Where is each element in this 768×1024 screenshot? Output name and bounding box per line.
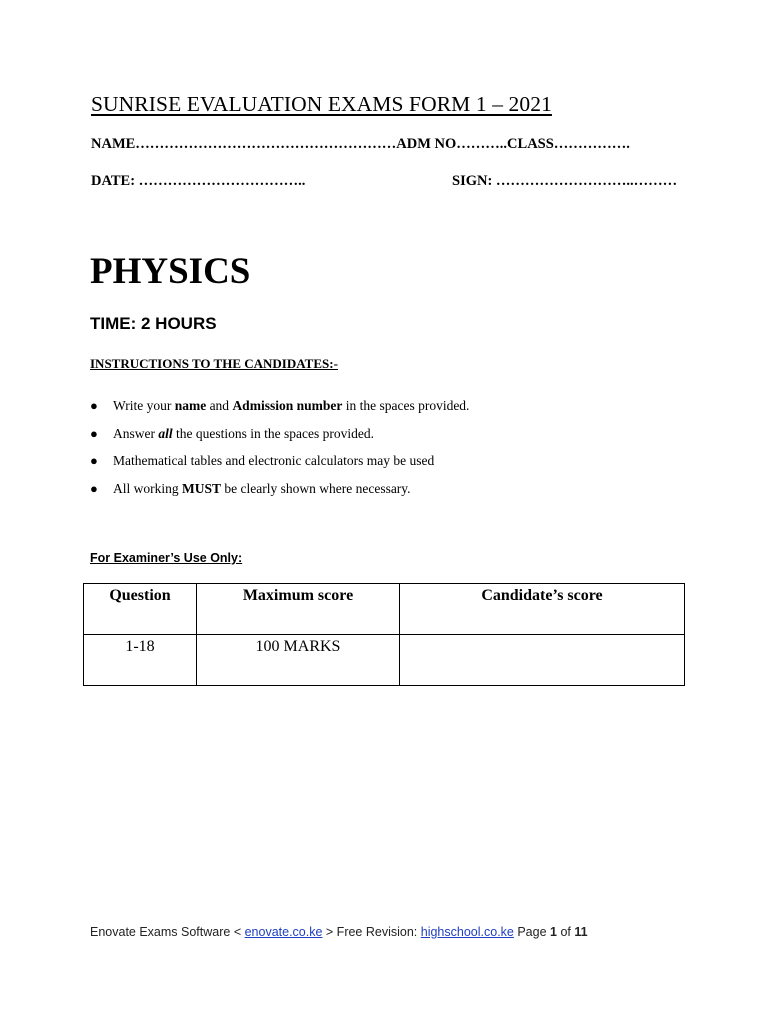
exam-title: SUNRISE EVALUATION EXAMS FORM 1 – 2021 <box>91 92 552 116</box>
instruction-item: ● Mathematical tables and electronic calculators may be used <box>90 453 435 469</box>
page-footer: Enovate Exams Software < enovate.co.ke > Free Revision: highschool.co.ke Page 1 of 11 <box>90 925 588 939</box>
instructions-list <box>90 396 469 506</box>
enovate-link[interactable]: enovate.co.ke <box>244 925 323 939</box>
instruction-item: ● All working MUST be clearly shown where necessary. <box>90 480 411 496</box>
instructions-heading: INSTRUCTIONS TO THE CANDIDATES:- <box>90 356 338 371</box>
bullet-icon: ● <box>90 480 98 496</box>
examiner-heading: For Examiner’s Use Only: <box>90 551 243 565</box>
table-header-row <box>84 584 685 635</box>
table-row <box>84 635 685 686</box>
column-max-score: Maximum score <box>197 584 400 635</box>
bullet-icon: ● <box>90 453 98 469</box>
subject-title: PHYSICS <box>90 251 251 292</box>
sign-line: SIGN: ………………………..……… <box>452 173 678 189</box>
page-total: 11 <box>574 925 588 939</box>
column-candidate-score: Candidate’s score <box>400 584 685 635</box>
page-current: 1 <box>550 925 557 939</box>
column-question: Question <box>84 584 197 635</box>
cell-max-score: 100 MARKS <box>197 635 400 686</box>
highschool-link[interactable]: highschool.co.ke <box>420 925 514 939</box>
instruction-item: ● Answer all the questions in the spaces provided. <box>90 425 374 441</box>
score-table <box>83 583 685 686</box>
bullet-icon: ● <box>90 425 98 441</box>
date-line: DATE: …………………………….. <box>91 173 306 189</box>
cell-question: 1-18 <box>84 635 197 686</box>
bullet-icon: ● <box>90 398 98 413</box>
instruction-item: ● Write your name and Admission number in the spaces provided. <box>90 398 470 413</box>
cell-candidate-score[interactable] <box>400 635 685 686</box>
name-adm-class-line: NAME………………………………………………ADM NO………..CLASS……………. <box>91 136 630 152</box>
time-allowed: TIME: 2 HOURS <box>90 314 217 333</box>
